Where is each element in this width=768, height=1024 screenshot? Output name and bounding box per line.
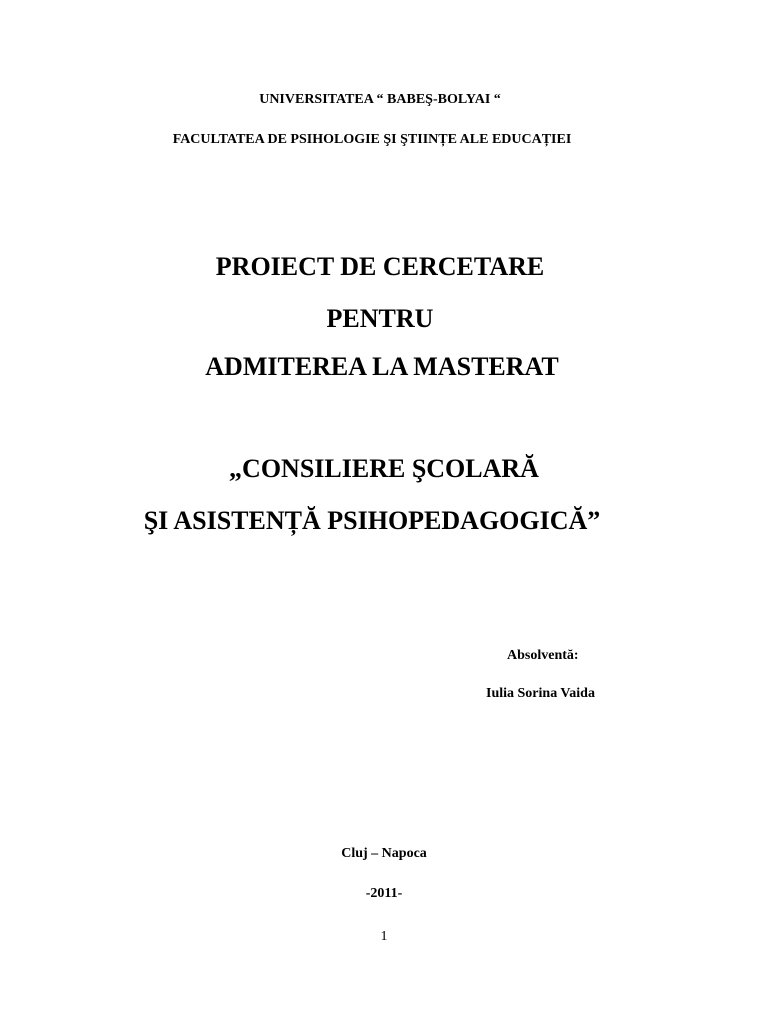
faculty-name: FACULTATEA DE PSIHOLOGIE ŞI ŞTIINȚE ALE EDUCAȚIEI — [172, 132, 572, 147]
university-name: UNIVERSITATEA “ BABEŞ-BOLYAI “ — [259, 92, 501, 107]
topic-line-1: „CONSILIERE ŞCOLARĂ — [229, 454, 539, 483]
year: -2011- — [365, 886, 403, 901]
author-label: Absolventă: — [507, 648, 579, 663]
page-number: 1 — [380, 929, 388, 944]
city-name: Cluj – Napoca — [341, 846, 427, 861]
title-line-3: ADMITEREA LA MASTERAT — [205, 352, 559, 381]
topic-line-2: ŞI ASISTENȚĂ PSIHOPEDAGOGICĂ” — [143, 506, 601, 535]
title-line-1: PROIECT DE CERCETARE — [215, 252, 545, 281]
author-name: Iulia Sorina Vaida — [486, 686, 595, 701]
title-line-2: PENTRU — [326, 304, 434, 333]
